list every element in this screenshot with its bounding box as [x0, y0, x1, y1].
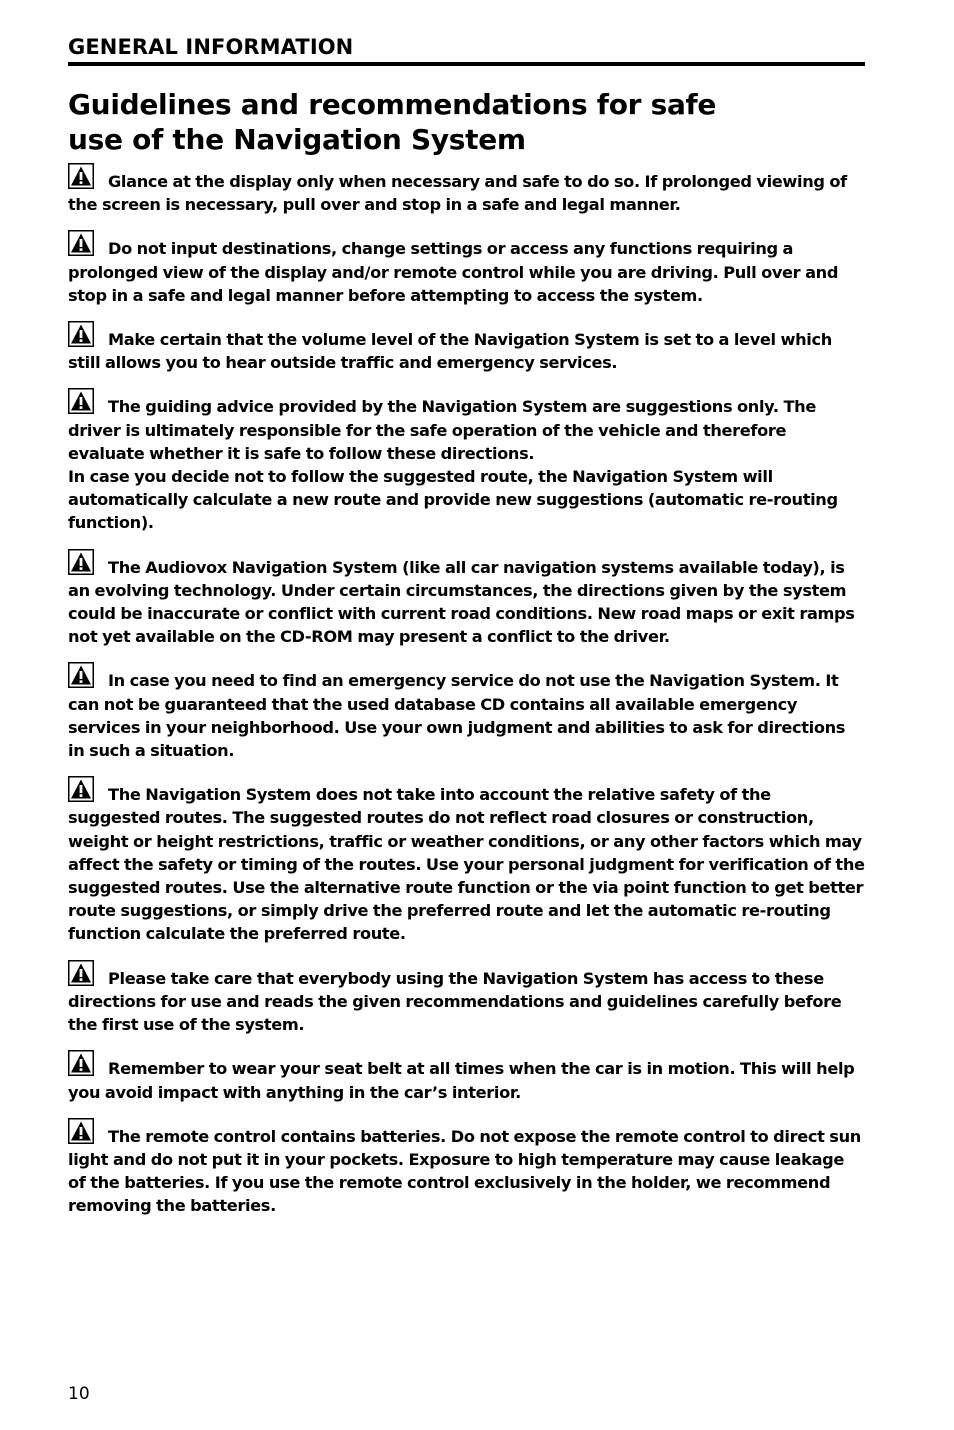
warning-list	[68, 163, 865, 1232]
warning-triangle-icon	[68, 549, 94, 575]
warning-text: Glance at the display only when necessary and safe to do so. If prolonged viewing of the screen is necessary, pull over and stop in a safe and legal manner.	[68, 172, 847, 215]
warning-text: The Navigation System does not take into account the relative safety of the suggested routes. The suggested routes do not reflect road closures or construction, weight or height restrictions, traffic or weather conditions, or any other factors which may affect the safety or timing of the routes. Use your personal judgment for verification of the suggested routes. Use the alternative route function or the via point function to get better route suggestions, or simply drive the preferred route and let the automatic re-routing function calculate the preferred route.	[68, 785, 865, 944]
warning-triangle-icon	[68, 163, 94, 189]
section-header: GENERAL INFORMATION	[68, 35, 354, 59]
warning-item	[68, 662, 865, 762]
manual-page	[68, 0, 865, 1430]
page-title-line-2: use of the Navigation System	[68, 123, 526, 156]
warning-text: Do not input destinations, change settings or access any functions requiring a prolonged view of the display and/or remote control while you are driving. Pull over and stop in a safe and legal manner before attempting to access the system.	[68, 239, 839, 305]
warning-triangle-icon	[68, 321, 94, 347]
page-title-line-1: Guidelines and recommendations for safe	[68, 88, 717, 121]
warning-text: Make certain that the volume level of the Navigation System is set to a level which still allows you to hear outside traffic and emergency services.	[68, 330, 832, 373]
warning-item	[68, 549, 865, 649]
warning-item	[68, 321, 865, 374]
warning-triangle-icon	[68, 230, 94, 256]
warning-triangle-icon	[68, 388, 94, 414]
warning-text: The guiding advice provided by the Navigation System are suggestions only. The driver is ultimately responsible for the safe operation of the vehicle and therefore evaluate whether it is safe to follow these directions.	[68, 397, 816, 463]
warning-triangle-icon	[68, 662, 94, 688]
warning-triangle-icon	[68, 1118, 94, 1144]
page-title	[68, 87, 768, 157]
warning-text: In case you need to find an emergency service do not use the Navigation System. It can not be guaranteed that the used database CD contains all available emergency services in your neighborhood. Use your own judgment and abilities to ask for directions in such a situation.	[68, 671, 846, 761]
warning-text: The Audiovox Navigation System (like all car navigation systems available today), is an evolving technology. Under certain circumstances, the directions given by the system could be inaccurate or conflict with current road conditions. New road maps or exit ramps not yet available on the CD-ROM may present a conflict to the driver.	[68, 557, 855, 647]
warning-item	[68, 163, 865, 216]
warning-item	[68, 1050, 865, 1103]
warning-item	[68, 388, 865, 534]
page-number: 10	[68, 1384, 90, 1404]
warning-item	[68, 1118, 865, 1218]
warning-triangle-icon	[68, 960, 94, 986]
warning-text: Remember to wear your seat belt at all times when the car is in motion. This will help you avoid impact with anything in the car’s interior.	[68, 1059, 855, 1102]
warning-triangle-icon	[68, 776, 94, 802]
header-divider	[68, 62, 865, 66]
warning-triangle-icon	[68, 1050, 94, 1076]
warning-item	[68, 776, 865, 945]
warning-text-continued: In case you decide not to follow the suggested route, the Navigation System will automatically calculate a new route and provide new suggestions (automatic re-routing function).	[68, 467, 838, 533]
warning-item	[68, 230, 865, 307]
warning-text: Please take care that everybody using the Navigation System has access to these directions for use and reads the given recommendations and guidelines carefully before the first use of the system.	[68, 968, 842, 1035]
warning-item	[68, 960, 865, 1037]
warning-text: The remote control contains batteries. Do not expose the remote control to direct sun light and do not put it in your pockets. Exposure to high temperature may cause leakage of the batteries. If you use the remote control exclusively in the holder, we recommend removing the batteries.	[68, 1126, 861, 1216]
